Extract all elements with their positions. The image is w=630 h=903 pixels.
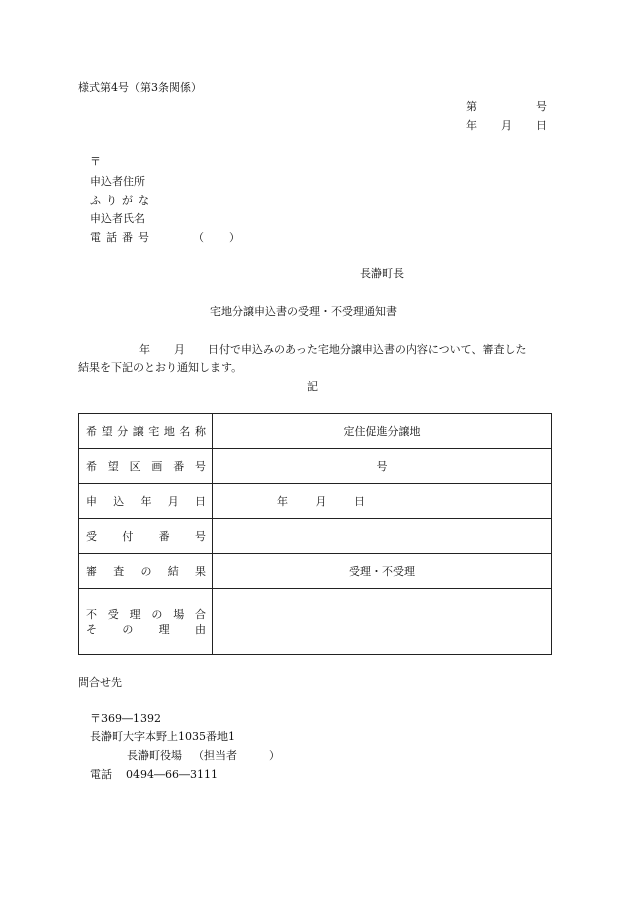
label-char: 理 <box>129 607 141 621</box>
label-char: 希 <box>86 460 97 473</box>
label-char: 日 <box>195 495 206 508</box>
row-label-lot-number <box>86 458 212 474</box>
contact-phone: 0494―66―3111 <box>126 768 218 781</box>
phone-paren-open: （ <box>193 231 204 244</box>
label-char: の <box>151 607 163 621</box>
row-label-application-date <box>86 493 212 509</box>
row-label-rejection-line1 <box>86 607 212 622</box>
table-row <box>79 414 552 449</box>
label-char: 望 <box>101 425 113 438</box>
label-char: 審 <box>86 565 97 578</box>
row-label-rejection-line2 <box>86 622 212 637</box>
applicant-name-label: 申込者氏名 <box>90 212 145 225</box>
label-char: 画 <box>151 460 163 473</box>
row-value-site-name: 定住促進分譲地 <box>213 414 552 449</box>
label-char: 地 <box>163 425 175 438</box>
applicant-furigana-label: ふりがな <box>90 194 154 207</box>
number-prefix: 第 <box>466 100 477 113</box>
contact-person: （担当者 <box>193 749 237 762</box>
applicant-phone-label: 電話番号 <box>90 231 154 244</box>
label-char: 合 <box>194 607 206 621</box>
app-date-month: 月 <box>315 495 327 508</box>
label-char: 理 <box>158 622 170 636</box>
body-year: 年 <box>139 343 150 356</box>
applicant-address-label: 申込者住所 <box>90 175 145 188</box>
row-value-lot-number: 号 <box>213 449 552 484</box>
label-char: そ <box>86 622 97 636</box>
label-char: 果 <box>195 565 206 578</box>
row-label-receipt-number <box>86 528 212 544</box>
app-date-year: 年 <box>277 495 288 508</box>
label-char: 年 <box>140 495 152 508</box>
row-label-site-name <box>86 423 212 439</box>
label-char: 結 <box>167 565 179 578</box>
app-date-day: 日 <box>354 495 365 508</box>
details-table <box>78 413 552 655</box>
document-title: 宅地分譲申込書の受理・不受理通知書 <box>210 305 397 318</box>
table-row <box>79 484 552 519</box>
label-char: 譲 <box>132 425 144 438</box>
label-char: 場 <box>173 607 185 621</box>
row-value-rejection-reason <box>213 589 552 655</box>
label-char: 称 <box>194 425 206 438</box>
postal-mark: 〒 <box>90 155 101 168</box>
label-char: 番 <box>173 460 185 473</box>
contact-address: 長瀞町大字本野上1035番地1 <box>90 730 235 743</box>
label-char: 由 <box>194 622 206 636</box>
body-text-line2: 結果を下記のとおり通知します。 <box>78 361 243 374</box>
label-char: 受 <box>107 607 119 621</box>
label-char: の <box>122 622 134 636</box>
contact-heading: 問合せ先 <box>78 676 122 689</box>
contact-phone-label: 電話 <box>90 768 112 781</box>
label-char: 望 <box>107 460 119 473</box>
label-char: 込 <box>113 495 125 508</box>
row-value-review-result: 受理・不受理 <box>213 554 552 589</box>
table-row <box>79 554 552 589</box>
row-value-receipt-number <box>213 519 552 554</box>
label-char: 月 <box>167 495 179 508</box>
contact-postal: 〒369―1392 <box>90 712 161 725</box>
label-char: の <box>140 565 152 578</box>
row-label-review-result <box>86 563 212 579</box>
body-text-line1: 日付で申込みのあった宅地分譲申込書の内容について、審査した <box>208 343 527 356</box>
date-day: 日 <box>536 119 547 132</box>
ki-mark: 記 <box>307 380 318 393</box>
number-suffix: 号 <box>536 100 547 113</box>
label-char: 番 <box>158 530 170 543</box>
contact-person-close: ） <box>269 749 280 762</box>
label-char: 区 <box>129 460 141 473</box>
date-year: 年 <box>466 119 477 132</box>
phone-paren-close: ） <box>229 231 240 244</box>
form-number: 様式第4号（第3条関係） <box>78 81 202 94</box>
label-char: 号 <box>194 460 206 473</box>
label-char: 申 <box>86 495 97 508</box>
contact-office: 長瀞町役場 <box>127 749 182 762</box>
table-row <box>79 589 552 655</box>
label-char: 不 <box>86 607 97 621</box>
body-month: 月 <box>174 343 185 356</box>
label-char: 査 <box>113 565 125 578</box>
date-month: 月 <box>501 119 512 132</box>
row-value-application-date <box>213 484 552 519</box>
label-char: 宅 <box>148 425 160 438</box>
label-char: 希 <box>86 425 97 438</box>
label-char: 分 <box>117 425 129 438</box>
table-row <box>79 449 552 484</box>
label-char: 号 <box>194 530 206 543</box>
table-row <box>79 519 552 554</box>
label-char: 付 <box>122 530 134 543</box>
issuer-name: 長瀞町長 <box>360 267 404 280</box>
label-char: 名 <box>179 425 191 438</box>
label-char: 受 <box>86 530 97 543</box>
